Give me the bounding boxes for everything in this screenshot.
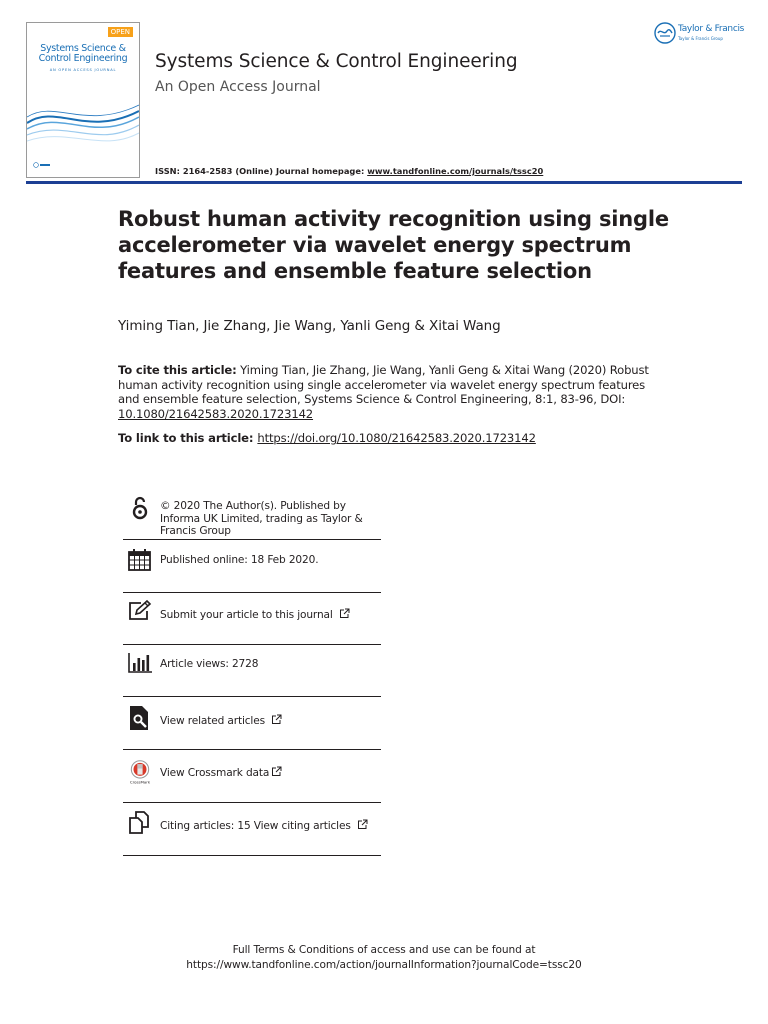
search-document-icon [127, 705, 153, 731]
cover-title [27, 44, 139, 64]
crossmark-link[interactable] [160, 766, 282, 780]
open-badge: OPEN [108, 27, 133, 37]
terms-footer [0, 943, 768, 972]
published-date: Published online: 18 Feb 2020. [160, 554, 319, 566]
external-link-icon [271, 714, 282, 725]
link-label: To link to this article: [118, 431, 254, 445]
citing-articles-icon [127, 810, 153, 836]
submit-article-link[interactable] [160, 608, 350, 622]
cover-subtitle: AN OPEN ACCESS JOURNAL [49, 68, 117, 72]
taylor-francis-icon [654, 22, 676, 44]
article-link-block [118, 431, 536, 445]
journal-cover-thumbnail[interactable] [26, 22, 140, 178]
open-access-icon [127, 496, 153, 522]
publisher-logo[interactable] [654, 22, 746, 46]
submit-label: Submit your article to this journal [160, 609, 333, 621]
related-label: View related articles [160, 715, 265, 727]
row-divider [123, 696, 381, 697]
publisher-name: Taylor & Francis [678, 24, 745, 34]
license-text: © 2020 The Author(s). Published by Informa UK Limited, trading as Taylor & Francis Group [160, 500, 363, 537]
cite-label: To cite this article: [118, 363, 237, 377]
row-divider [123, 855, 381, 856]
citing-articles-link[interactable] [160, 819, 368, 833]
calendar-icon [127, 547, 153, 573]
terms-line1: Full Terms & Conditions of access and use can be found at [232, 944, 536, 956]
article-views: Article views: 2728 [160, 658, 259, 670]
row-divider [123, 802, 381, 803]
external-link-icon [357, 819, 368, 830]
terms-url[interactable]: https://www.tandfonline.com/action/journalInformation?journalCode=tssc20 [186, 958, 582, 971]
row-divider [123, 592, 381, 593]
svg-text:CrossMark: CrossMark [129, 779, 151, 785]
related-articles-link[interactable] [160, 714, 282, 728]
header-divider [26, 181, 742, 184]
journal-subtitle: An Open Access Journal [155, 79, 321, 95]
cover-wave-graphic [27, 83, 139, 163]
row-divider [123, 644, 381, 645]
bar-chart-icon [127, 650, 153, 676]
publisher-group: Taylor & Francis Group [678, 36, 723, 41]
article-doi-link[interactable]: https://doi.org/10.1080/21642583.2020.1723142 [257, 431, 536, 445]
cite-doi-link[interactable]: 10.1080/21642583.2020.1723142 [118, 406, 314, 421]
crossmark-icon [127, 759, 153, 785]
cite-text: Yiming Tian, Jie Zhang, Jie Wang, Yanli Geng & Xitai Wang (2020) Robust human activity recognition using single accelerometer via wavelet energy spectrum features and ensemble feature selection, Systems Science & Control Engineering, 8:1, 83-96, DOI: [118, 363, 649, 407]
edit-icon [127, 598, 153, 624]
cover-title-line2: Control Engineering [38, 53, 128, 64]
issn-line [155, 166, 543, 176]
cover-title-line1: Systems Science & [40, 43, 126, 54]
issn-text: ISSN: 2164-2583 (Online) Journal homepage: [155, 166, 368, 176]
article-title: Robust human activity recognition using single accelerometer via wavelet energy spectrum features and ensemble feature selection [118, 207, 669, 283]
external-link-icon [339, 608, 350, 619]
cover-publisher-logo [33, 162, 51, 169]
row-divider [123, 749, 381, 750]
external-link-icon [271, 766, 282, 777]
citation-block [118, 363, 658, 421]
article-authors: Yiming Tian, Jie Zhang, Jie Wang, Yanli Geng & Xitai Wang [118, 318, 501, 334]
citing-label: Citing articles: 15 View citing articles [160, 820, 351, 832]
row-divider [123, 539, 381, 540]
journal-title: Systems Science & Control Engineering [155, 51, 518, 72]
crossmark-label: View Crossmark data [160, 767, 270, 779]
journal-homepage-link[interactable]: www.tandfonline.com/journals/tssc20 [367, 166, 544, 176]
